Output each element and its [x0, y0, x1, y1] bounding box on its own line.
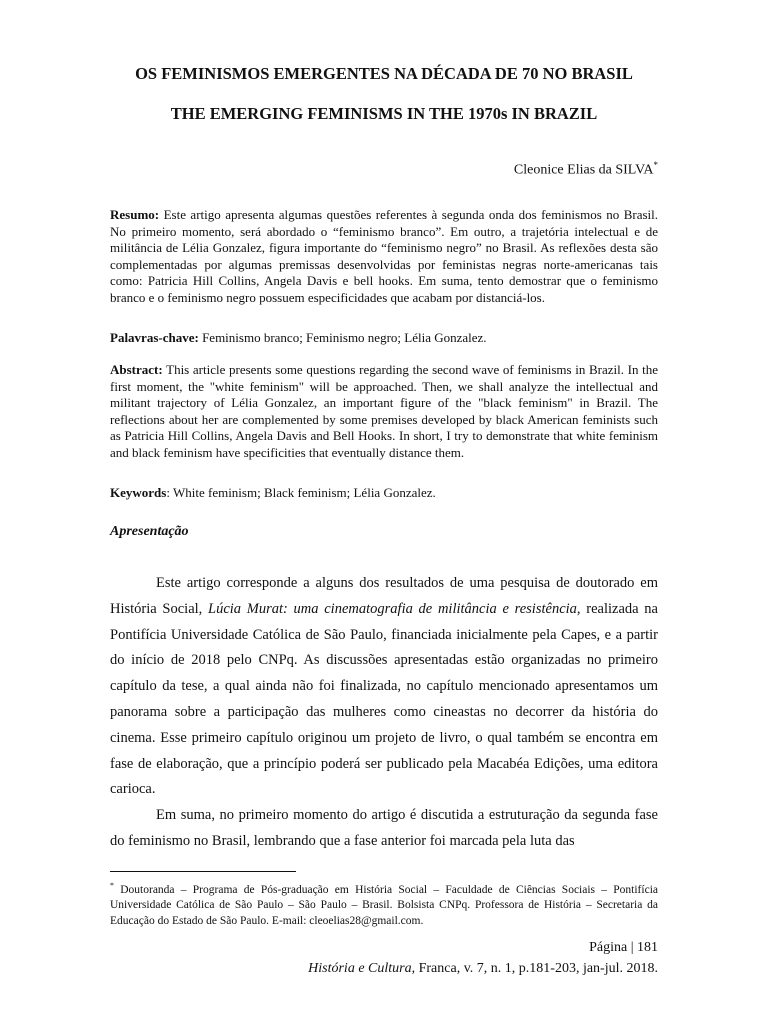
- keywords-paragraph: [110, 485, 658, 502]
- body-paragraph-1-start: Este artigo corresponde a alguns dos resultados de uma pesquisa de doutorado em História Social,: [110, 575, 658, 617]
- journal-name: História e Cultura: [308, 961, 412, 976]
- author-footnote-mark: *: [653, 160, 658, 170]
- journal-citation: [308, 961, 658, 977]
- keywords-label: Keywords: [110, 485, 167, 500]
- resumo-text: Este artigo apresenta algumas questões referentes à segunda onda dos feminismos no Brasil. No primeiro momento, será abordado o “feminismo branco”. Em outro, a trajetória intelectual e de militância de Lélia Gonzalez, figura importante do “feminismo negro” no Brasil. As reflexões desta são complementadas por algumas premissas desenvolvidas por feministas negras norte-americanas tais como: Patricia Hill Collins, Angela Davis e bell hooks. Em suma, tento demostrar que o feminismo branco e o feminismo negro possuem especificidades que acabam por distanciá-los.: [110, 207, 658, 305]
- page-number: Página | 181: [589, 940, 658, 955]
- palavras-chave-text: Feminismo branco; Feminismo negro; Lélia Gonzalez.: [198, 330, 487, 345]
- palavras-chave-paragraph: [110, 330, 658, 347]
- author-name: Cleonice Elias da SILVA: [513, 162, 654, 178]
- footnote-divider: [110, 871, 296, 872]
- abstract-text: This article presents some questions regarding the second wave of feminisms in Brazil. In the first moment, the "white feminism" will be approached. Then, we shall analyze the intellectual and militant trajectory of Lélia Gonzalez, an important figure of the "black feminism" in Brazil. The reflections about her are complemented by some premises developed by black American feminists such as Patricia Hill Collins, Angela Davis and Bell Hooks. In short, I try to demonstrate that white feminism and black feminism have specificities that eventually distance them.: [110, 362, 658, 460]
- body-paragraph-1: [110, 571, 658, 803]
- body-text: [110, 571, 658, 855]
- title-english: THE EMERGING FEMINISMS IN THE 1970s IN BRAZIL: [170, 104, 598, 123]
- resumo-paragraph: [110, 207, 658, 306]
- footnote-mark: *: [110, 881, 114, 890]
- thesis-title: Lúcia Murat: uma cinematografia de militância e resistência: [208, 600, 577, 617]
- footnote: [110, 878, 658, 929]
- keywords-text: : White feminism; Black feminism; Lélia Gonzalez.: [166, 485, 436, 500]
- body-paragraph-1-rest: , realizada na Pontifícia Universidade Católica de São Paulo, financiada inicialmente pela Capes, e a partir do início de 2018 pelo CNPq. As discussões apresentadas estão organizadas no primeiro capítulo da tese, a qual ainda não foi finalizada, no capítulo mencionado apresentamos um panorama sobre a participação das mulheres como cineastas no decorrer da história do cinema. Esse primeiro capítulo originou um projeto de livro, o qual também se encontra em fase de elaboração, que a princípio poderá ser publicado pela Macabéa Edições, uma editora carioca.: [110, 600, 658, 798]
- palavras-chave-label: Palavras-chave:: [110, 330, 199, 345]
- section-heading-apresentacao: Apresentação: [110, 524, 189, 539]
- abstract-paragraph: [110, 362, 658, 461]
- resumo-label: Resumo:: [110, 207, 160, 222]
- author-line: [514, 160, 658, 179]
- title-portuguese: OS FEMINISMOS EMERGENTES NA DÉCADA DE 70 NO BRASIL: [135, 64, 633, 83]
- abstract-label: Abstract:: [110, 362, 163, 377]
- journal-details: , Franca, v. 7, n. 1, p.181-203, jan-jul. 2018.: [411, 961, 658, 976]
- body-paragraph-2: Em suma, no primeiro momento do artigo é discutida a estruturação da segunda fase do feminismo no Brasil, lembrando que a fase anterior foi marcada pela luta das: [110, 807, 658, 849]
- footnote-text: Doutoranda – Programa de Pós-graduação em História Social – Faculdade de Ciências Sociais – Pontifícia Universidade Católica de São Paulo – São Paulo – Brasil. Bolsista CNPq. Professora de História – Secretaria da Educação do Estado de São Paulo. E-mail: cleoelias28@gmail.com.: [110, 883, 658, 927]
